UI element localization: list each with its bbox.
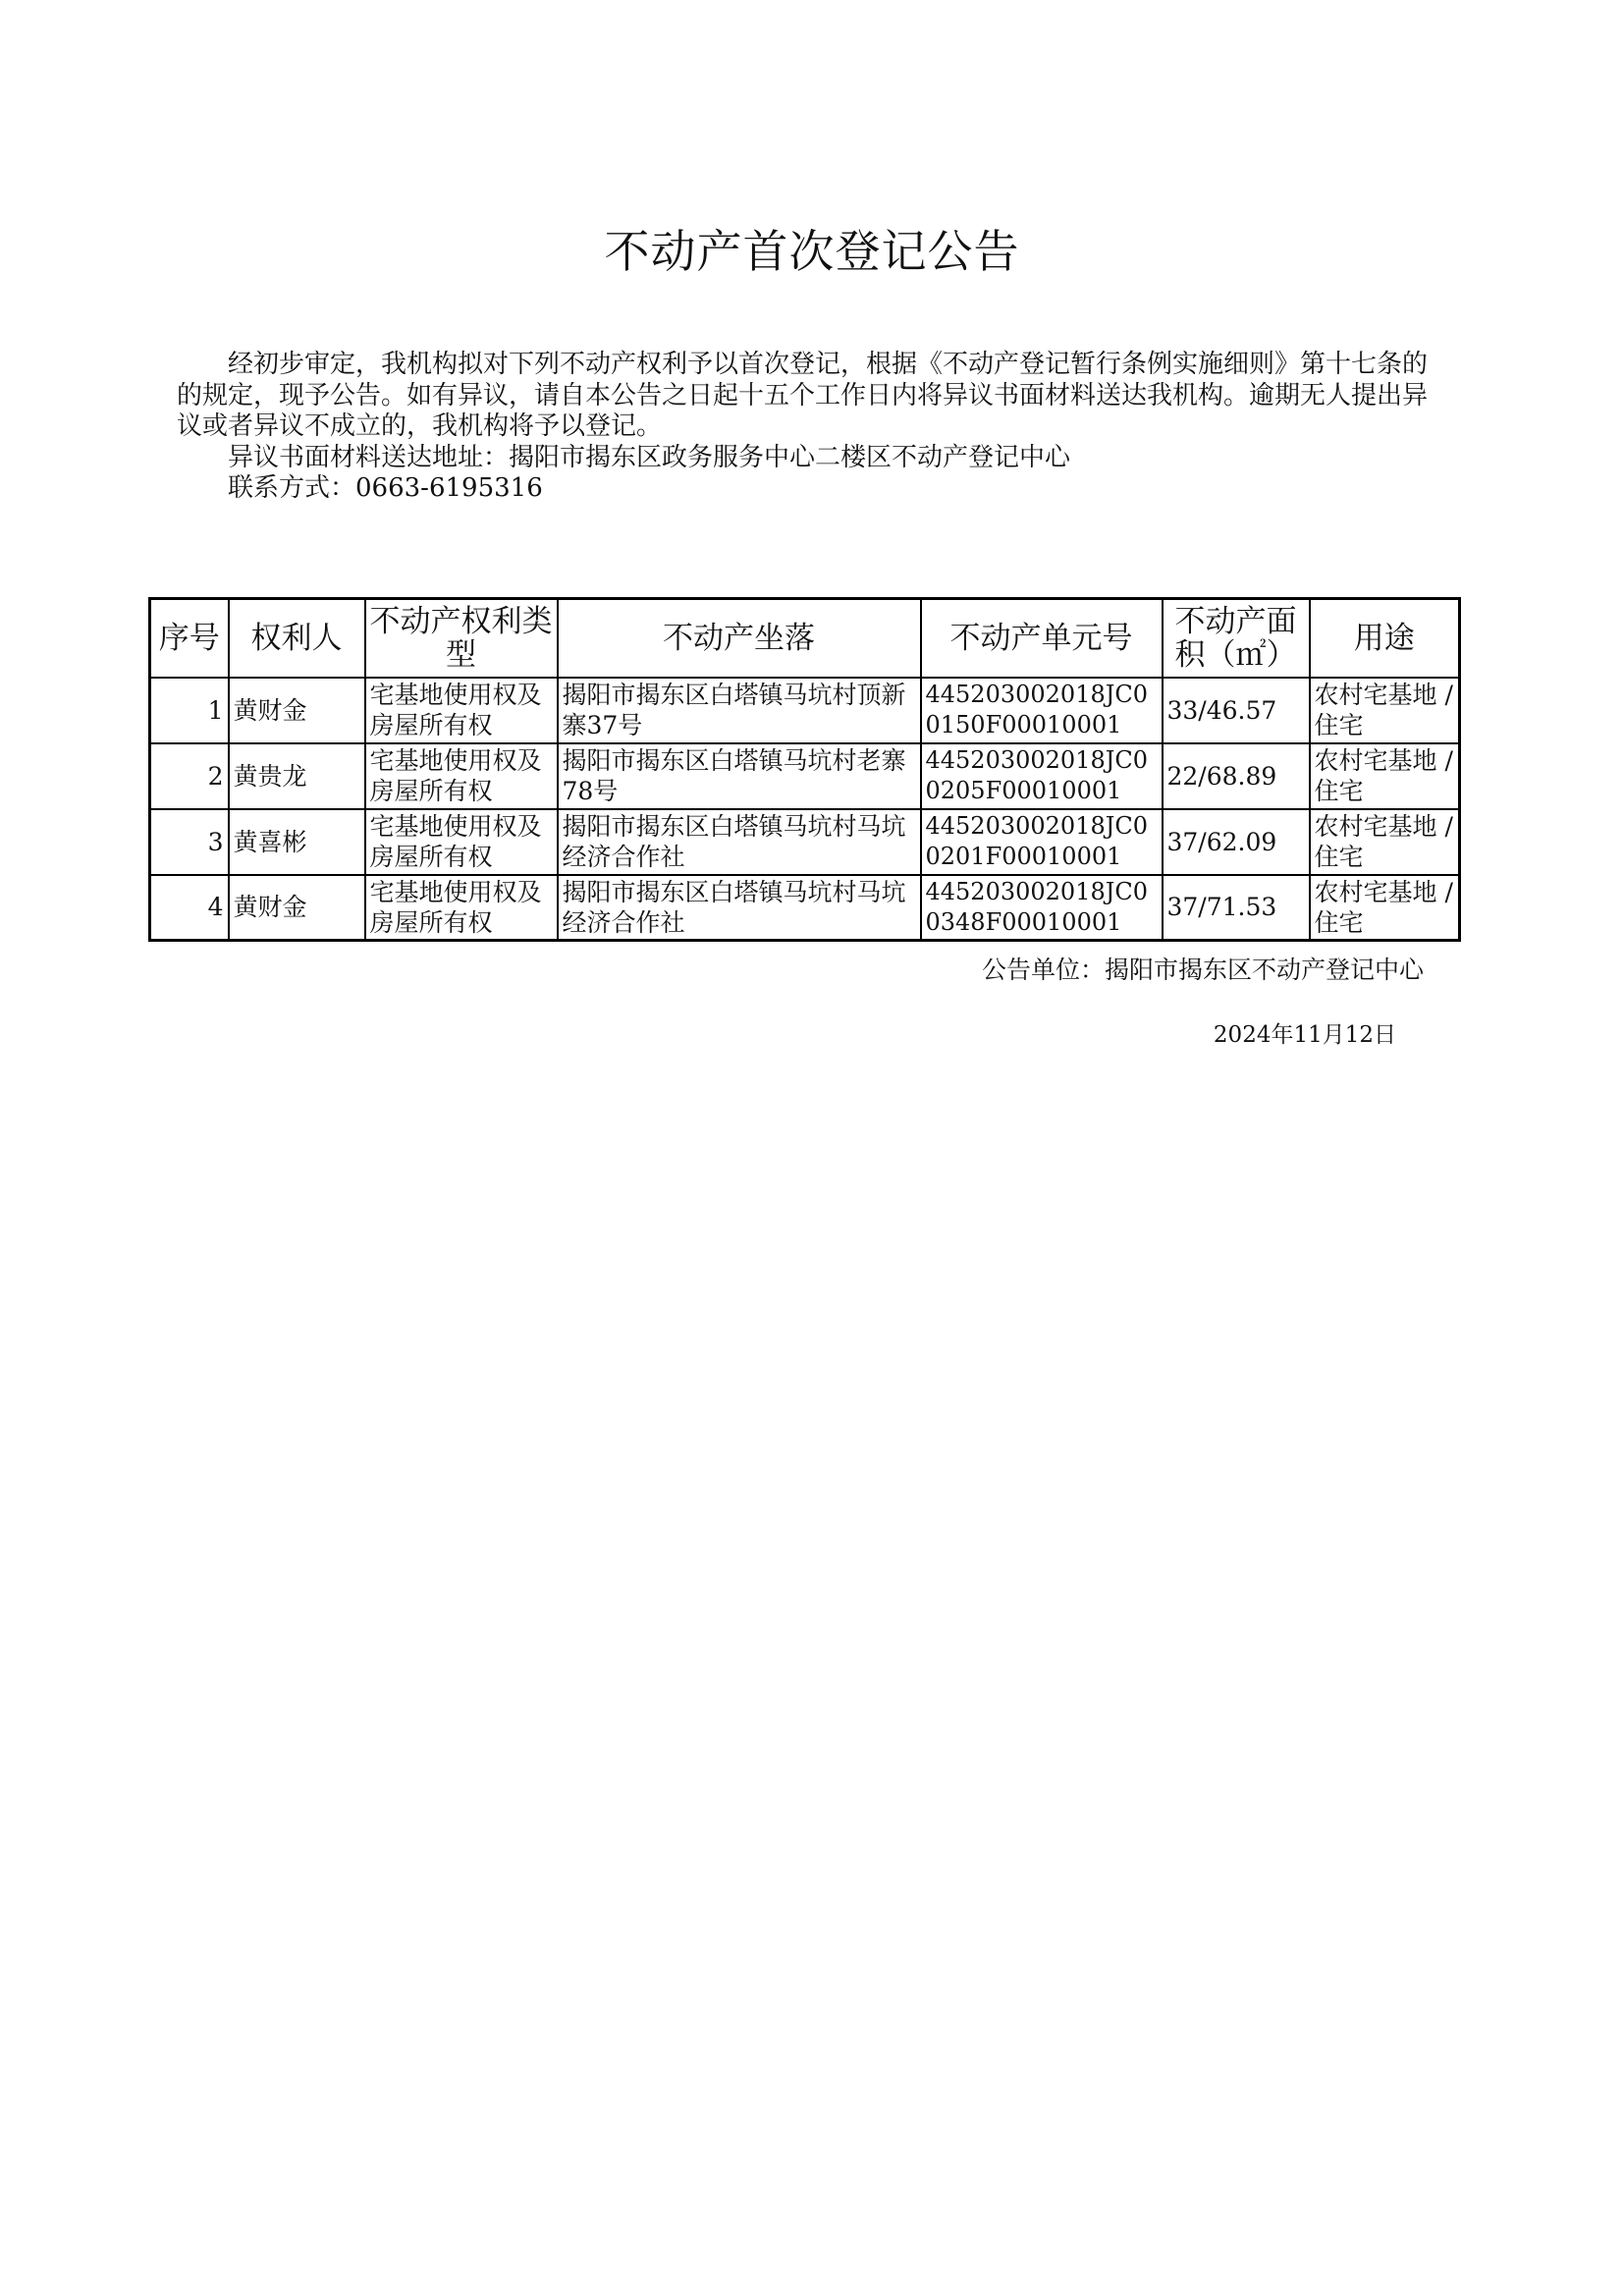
- header-right-type: 不动产权利类型: [365, 599, 558, 678]
- notice-body: [177, 350, 1447, 505]
- cell-location: 揭阳市揭东区白塔镇马坑村马坑经济合作社: [558, 875, 921, 941]
- registration-table: [148, 597, 1461, 942]
- header-location: 不动产坐落: [558, 599, 921, 678]
- cell-holder: 黄贵龙: [229, 743, 365, 809]
- cell-area: 37/62.09: [1163, 809, 1310, 875]
- cell-index: 3: [150, 809, 229, 875]
- cell-location: 揭阳市揭东区白塔镇马坑村老寨78号: [558, 743, 921, 809]
- cell-right-type: 宅基地使用权及房屋所有权: [365, 678, 558, 743]
- cell-usage: 农村宅基地 / 住宅: [1310, 743, 1460, 809]
- cell-location: 揭阳市揭东区白塔镇马坑村马坑经济合作社: [558, 809, 921, 875]
- cell-unit-no: 445203002018JC00201F00010001: [921, 809, 1163, 875]
- cell-unit-no: 445203002018JC00205F00010001: [921, 743, 1163, 809]
- cell-right-type: 宅基地使用权及房屋所有权: [365, 743, 558, 809]
- issuing-unit: 公告单位：揭阳市揭东区不动产登记中心: [981, 956, 1424, 984]
- cell-area: 37/71.53: [1163, 875, 1310, 941]
- notice-date: 2024年11月12日: [1213, 1022, 1396, 1048]
- table-row: [150, 809, 1460, 875]
- cell-holder: 黄财金: [229, 875, 365, 941]
- cell-location: 揭阳市揭东区白塔镇马坑村顶新寨37号: [558, 678, 921, 743]
- cell-usage: 农村宅基地 / 住宅: [1310, 809, 1460, 875]
- cell-index: 2: [150, 743, 229, 809]
- cell-holder: 黄财金: [229, 678, 365, 743]
- cell-holder: 黄喜彬: [229, 809, 365, 875]
- table-row: [150, 678, 1460, 743]
- cell-usage: 农村宅基地 / 住宅: [1310, 875, 1460, 941]
- cell-unit-no: 445203002018JC00150F00010001: [921, 678, 1163, 743]
- cell-area: 22/68.89: [1163, 743, 1310, 809]
- cell-unit-no: 445203002018JC00348F00010001: [921, 875, 1163, 941]
- header-holder: 权利人: [229, 599, 365, 678]
- table-row: [150, 875, 1460, 941]
- page-title: 不动产首次登记公告: [604, 225, 1020, 278]
- cell-index: 4: [150, 875, 229, 941]
- header-index: 序号: [150, 599, 229, 678]
- notice-paragraph: 经初步审定，我机构拟对下列不动产权利予以首次登记，根据《不动产登记暂行条例实施细则》第十七条的的规定，现予公告。如有异议，请自本公告之日起十五个工作日内将异议书面材料送达我机构。逾期无人提出异议或者异议不成立的，我机构将予以登记。: [177, 350, 1429, 441]
- cell-usage: 农村宅基地 / 住宅: [1310, 678, 1460, 743]
- table-header-row: [150, 599, 1460, 678]
- header-unit-no: 不动产单元号: [921, 599, 1163, 678]
- cell-right-type: 宅基地使用权及房屋所有权: [365, 809, 558, 875]
- header-area: 不动产面积（㎡）: [1163, 599, 1310, 678]
- contact-info: 联系方式：0663-6195316: [228, 473, 543, 503]
- cell-index: 1: [150, 678, 229, 743]
- cell-area: 33/46.57: [1163, 678, 1310, 743]
- cell-right-type: 宅基地使用权及房屋所有权: [365, 875, 558, 941]
- objection-address: 异议书面材料送达地址：揭阳市揭东区政务服务中心二楼区不动产登记中心: [228, 442, 1071, 472]
- header-usage: 用途: [1310, 599, 1460, 678]
- table-row: [150, 743, 1460, 809]
